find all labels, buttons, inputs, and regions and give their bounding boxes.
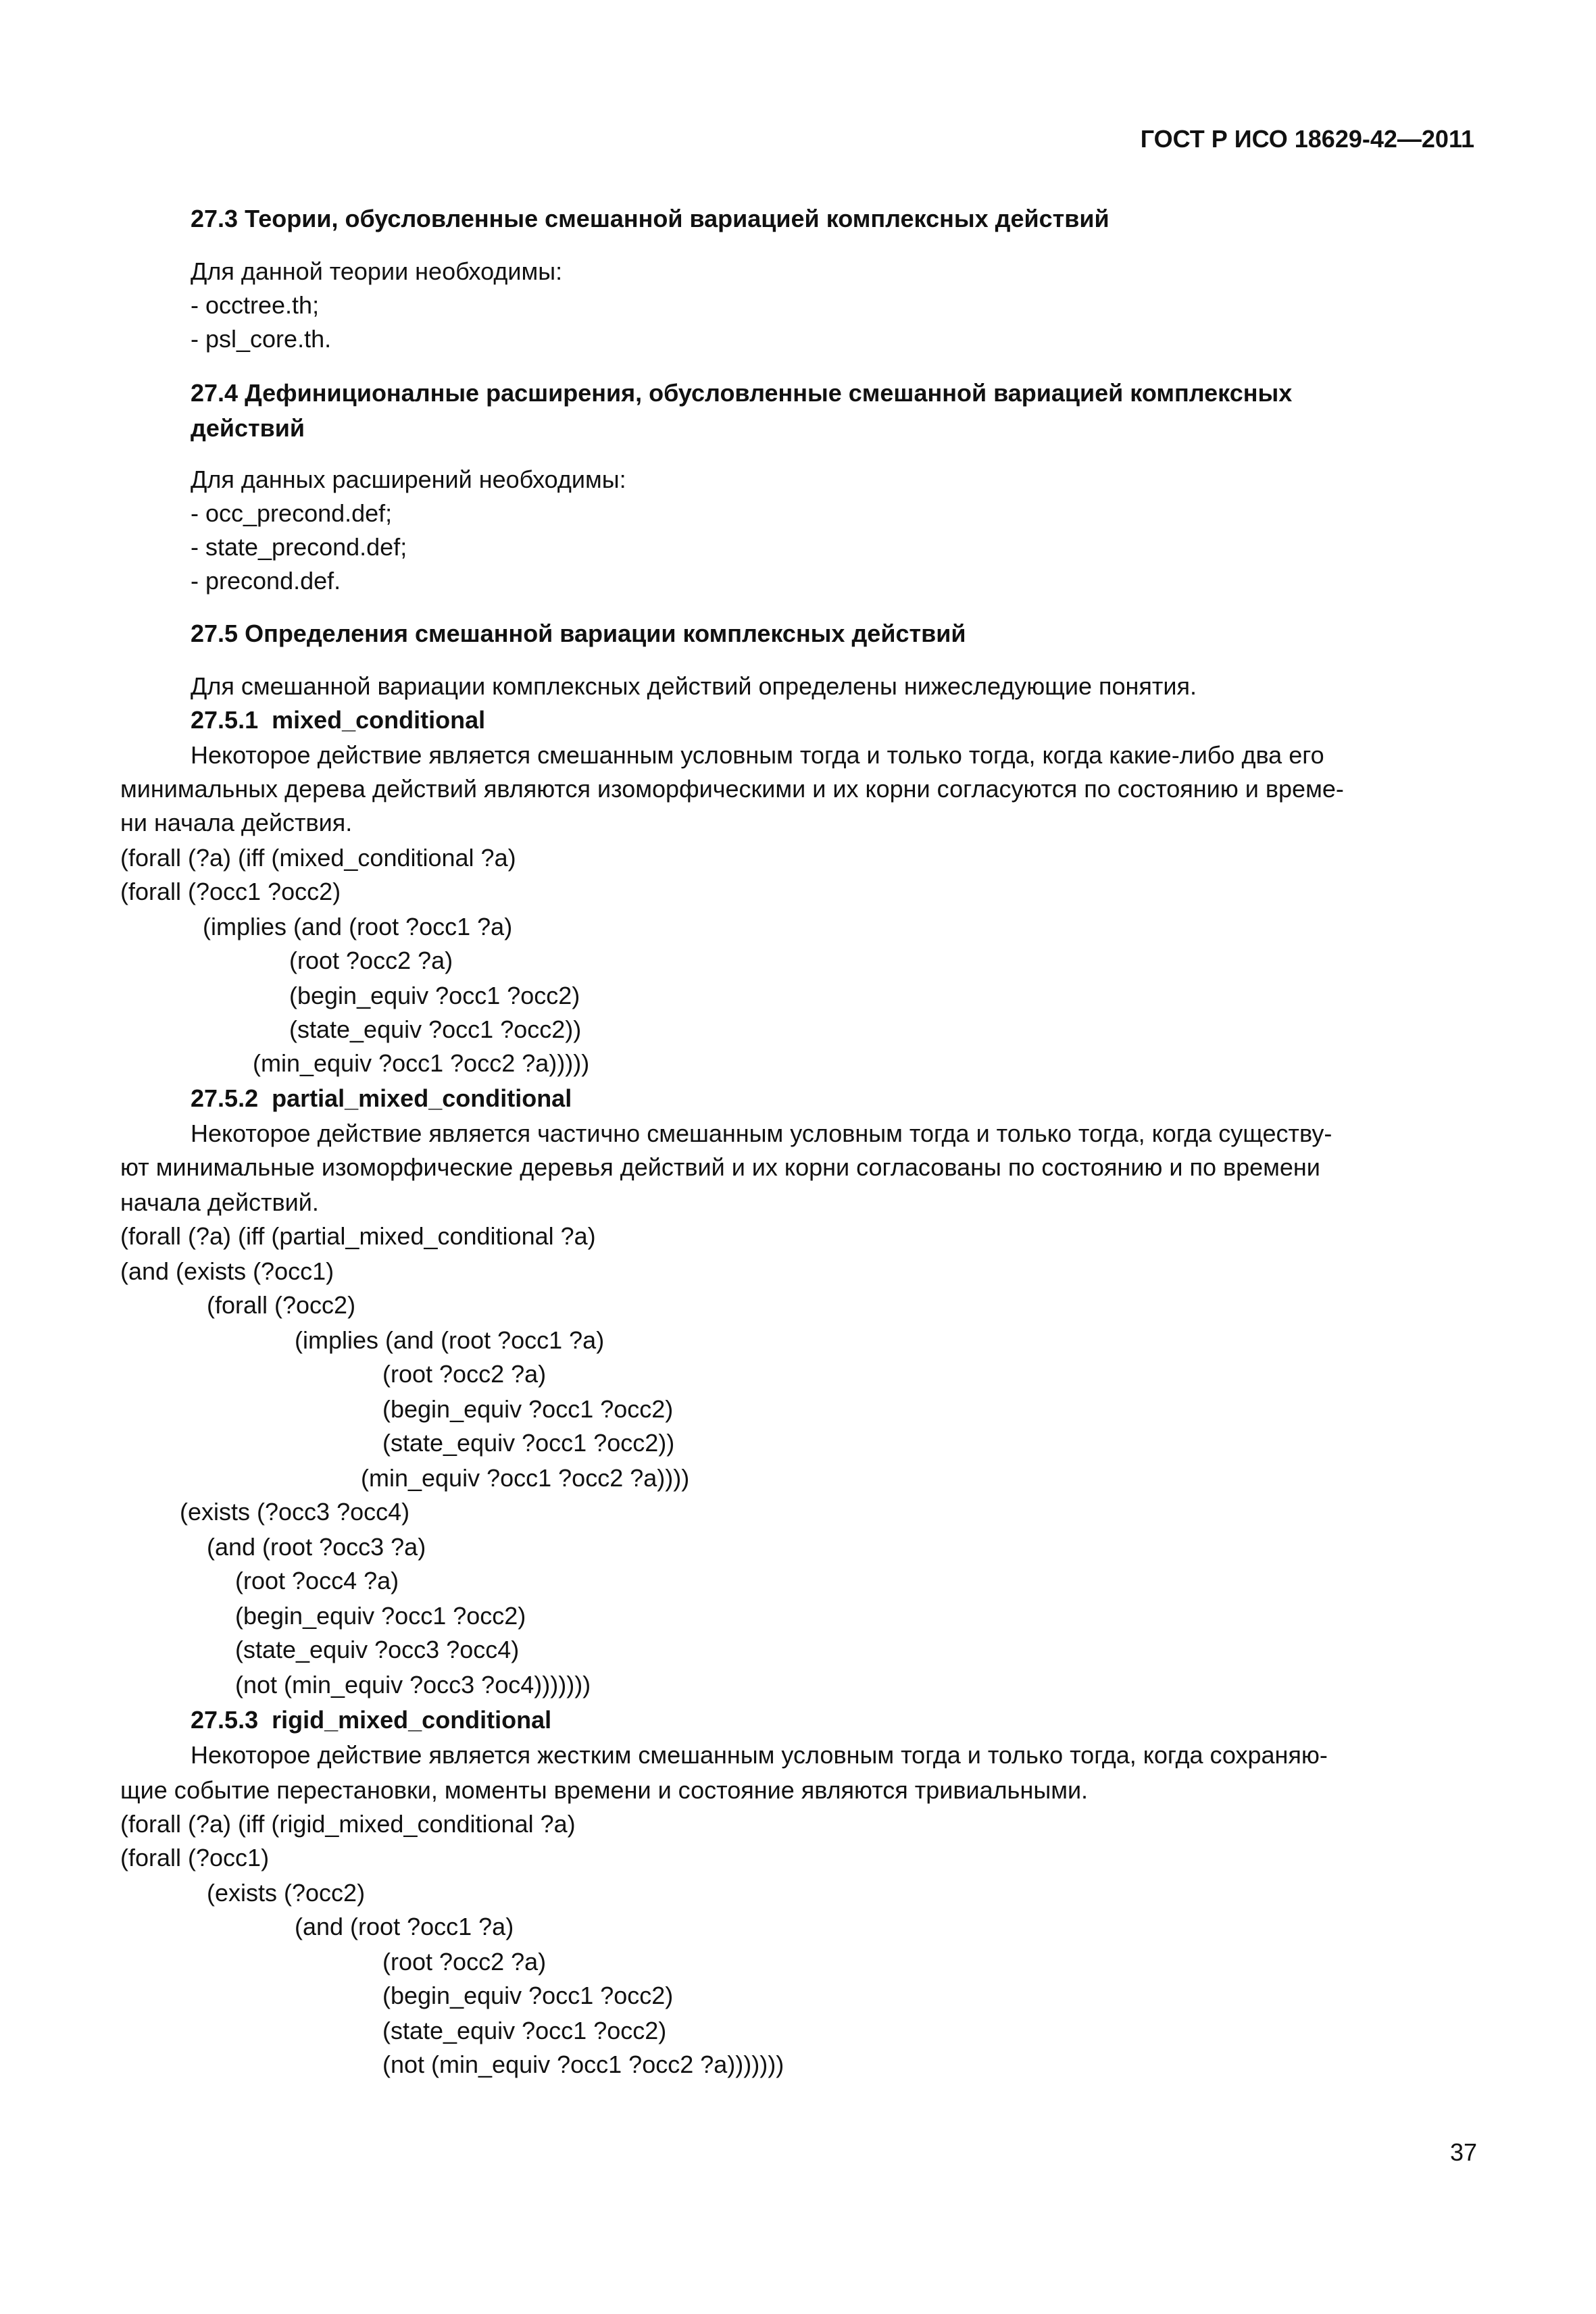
section-27-3-title: 27.3 Теории, обусловленные смешанной вариацией комплексных действий — [191, 205, 1109, 232]
paragraph-line: ют минимальные изоморфические деревья действий и их корни согласованы по состоянию и по времени — [120, 1153, 1320, 1181]
code-line: (forall (?a) (iff (rigid_mixed_conditional ?a) — [120, 1810, 576, 1838]
section-27-4-intro: Для данных расширений необходимы: — [191, 466, 626, 493]
page-number: 37 — [1449, 2138, 1477, 2166]
code-line: (implies (and (root ?occ1 ?a) — [295, 1326, 605, 1354]
paragraph-line: Некоторое действие является частично смешанным условным тогда и только тогда, когда существу- — [191, 1120, 1332, 1147]
code-line: (not (min_equiv ?occ3 ?oc4))))))) — [235, 1671, 591, 1699]
paragraph-line: щие событие перестановки, моменты времени и состояние являются тривиальными. — [120, 1776, 1089, 1804]
code-line: (and (root ?occ1 ?a) — [295, 1913, 514, 1940]
section-27-3-intro: Для данной теории необходимы: — [191, 257, 563, 285]
paragraph-line: Некоторое действие является смешанным условным тогда и только тогда, когда какие-либо два его — [191, 741, 1324, 769]
paragraph-line: минимальных дерева действий являются изоморфическими и их корни согласуются по состоянию и време- — [120, 775, 1344, 803]
code-line: (forall (?a) (iff (mixed_conditional ?a) — [120, 844, 516, 872]
code-line: (state_equiv ?occ3 ?occ4) — [235, 1636, 520, 1663]
code-line: (root ?occ2 ?a) — [382, 1948, 547, 1976]
code-line: (min_equiv ?occ1 ?occ2 ?a))))) — [253, 1049, 590, 1077]
list-item: - occ_precond.def; — [191, 499, 393, 527]
code-line: (state_equiv ?occ1 ?occ2)) — [382, 1429, 675, 1457]
subsection-heading: 27.5.2 partial_mixed_conditional — [191, 1084, 572, 1112]
subsection-heading: 27.5.1 mixed_conditional — [191, 706, 486, 734]
section-27-4-title: 27.4 Дефиниционалные расширения, обусловленные смешанной вариацией комплексных — [191, 379, 1293, 407]
subsection-heading: 27.5.3 rigid_mixed_conditional — [191, 1706, 552, 1734]
section-27-4-title-cont: действий — [191, 414, 305, 442]
code-line: (forall (?occ2) — [207, 1291, 356, 1319]
code-line: (min_equiv ?occ1 ?occ2 ?a)))) — [361, 1464, 690, 1492]
document-header: ГОСТ Р ИСО 18629-42—2011 — [1140, 125, 1474, 153]
code-line: (implies (and (root ?occ1 ?a) — [203, 913, 513, 940]
code-line: (and (root ?occ3 ?a) — [207, 1533, 426, 1561]
code-line: (not (min_equiv ?occ1 ?occ2 ?a))))))) — [382, 2051, 784, 2078]
paragraph-line: ни начала действия. — [120, 809, 353, 836]
code-line: (forall (?occ1) — [120, 1844, 270, 1871]
code-line: (begin_equiv ?occ1 ?occ2) — [289, 982, 580, 1009]
code-line: (state_equiv ?occ1 ?occ2)) — [289, 1015, 582, 1043]
code-line: (and (exists (?occ1) — [120, 1257, 334, 1285]
paragraph-line: Некоторое действие является жестким смешанным условным тогда и только тогда, когда сохраняю- — [191, 1741, 1328, 1769]
code-line: (exists (?occ2) — [207, 1879, 366, 1907]
code-line: (forall (?a) (iff (partial_mixed_conditional ?a) — [120, 1222, 596, 1250]
list-item: - precond.def. — [191, 567, 341, 595]
code-line: (root ?occ4 ?a) — [235, 1567, 399, 1594]
code-line: (forall (?occ1 ?occ2) — [120, 878, 341, 905]
code-line: (begin_equiv ?occ1 ?occ2) — [235, 1602, 526, 1630]
code-line: (exists (?occ3 ?occ4) — [180, 1498, 410, 1526]
list-item: - state_precond.def; — [191, 533, 407, 561]
list-item: - psl_core.th. — [191, 325, 332, 353]
code-line: (begin_equiv ?occ1 ?occ2) — [382, 1395, 674, 1423]
list-item: - occtree.th; — [191, 291, 320, 319]
code-line: (state_equiv ?occ1 ?occ2) — [382, 2017, 667, 2044]
code-line: (root ?occ2 ?a) — [382, 1360, 547, 1388]
code-line: (root ?occ2 ?a) — [289, 947, 453, 974]
section-27-5-title: 27.5 Определения смешанной вариации комплексных действий — [191, 620, 966, 647]
paragraph-line: начала действий. — [120, 1188, 319, 1216]
section-27-5-intro: Для смешанной вариации комплексных действий определены нижеследующие понятия. — [191, 672, 1197, 700]
code-line: (begin_equiv ?occ1 ?occ2) — [382, 1982, 674, 2009]
